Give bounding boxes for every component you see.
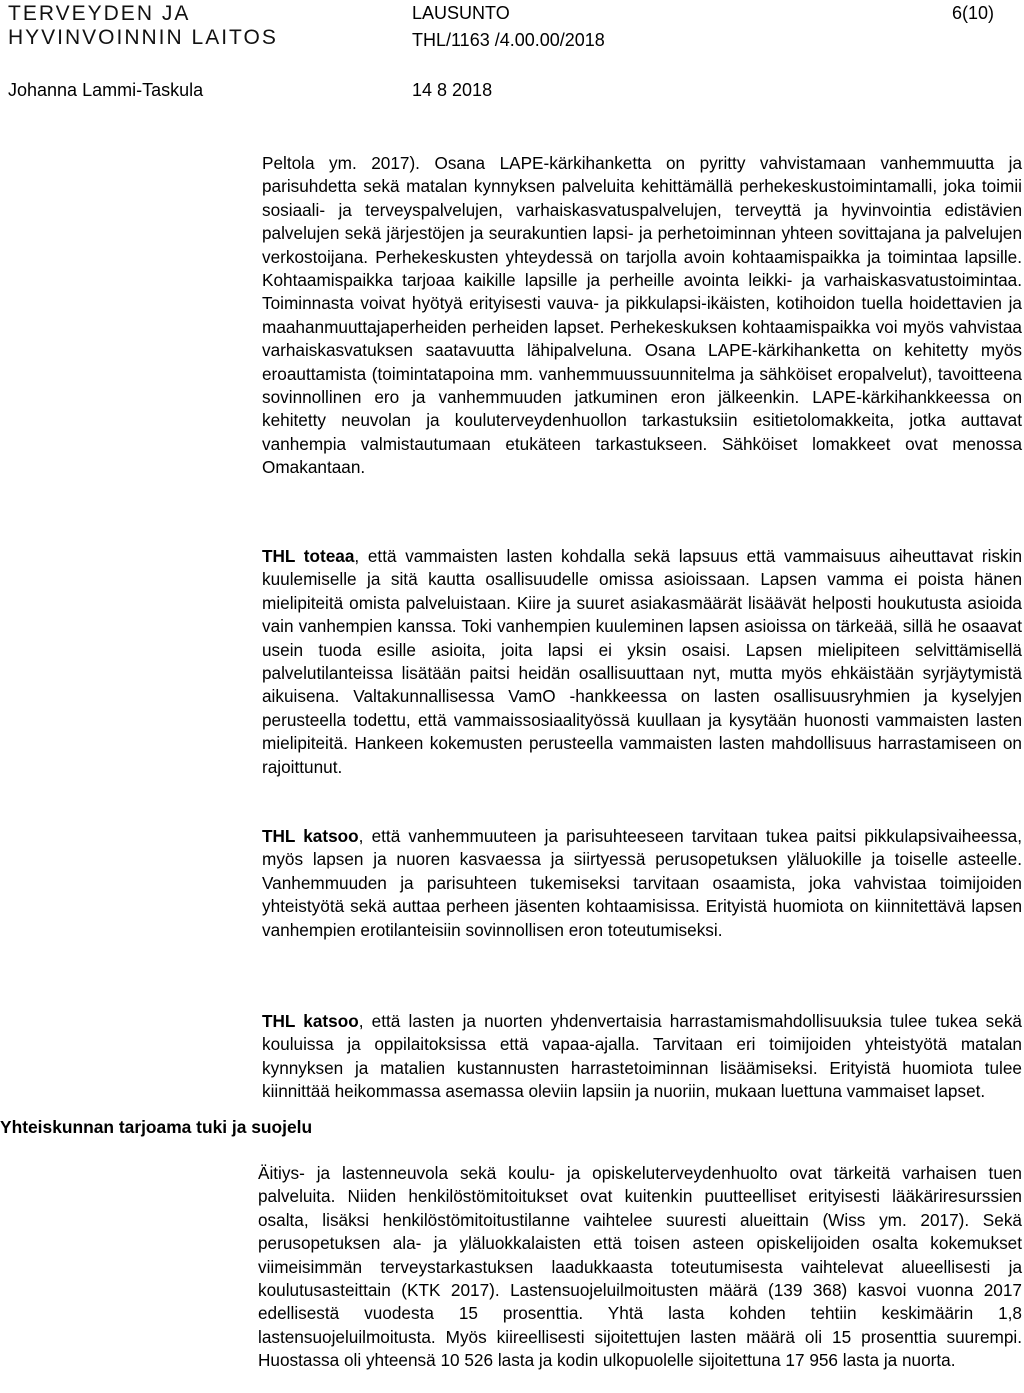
- paragraph-perhekeskus: Peltola ym. 2017). Osana LAPE-kärkihanketta on pyritty vahvistamaan vanhemmuutta ja parisuhdetta sekä matalan kynnyksen palveluita kehittämällä perhekeskustoimintamalli, joka toimii sosiaali- ja terveyspalvelujen, varhaiskasvatuspalvelujen, terveyttä ja hyvinvointia edistävien palvelujen sekä järjestöjen ja seurakuntien lapsi- ja perhetoiminnan yhteen sovittajana ja palvelujen verkostoijana. Perhekeskusten yhteydessä on tarjolla avoin kohtaamispaikka ja toimintaa lapsille. Kohtaamispaikka tarjoaa kaikille lapsille ja perheille avointa leikki- ja varhaiskasvatustoimintaa. Toiminnasta voivat hyötyä erityisesti vauva- ja pikkulapsi-ikäisten, kotihoidon tuella hoidettavien ja maahanmuuttajaperheiden perheiden lapset. Perhekeskuksen kohtaamispaikka voi myös vahvistaa varhaiskasvatuksen saatavuutta lähipalveluna. Osana LAPE-kärkihanketta on kehitetty myös eroauttamista (toimintatapoina mm. vanhemmuussuunnitelma ja sähköiset eropalvelut), tavoitteena sovinnollinen ero ja vanhemmuuden jatkuminen eron jälkeenkin. LAPE-kärkihankkeessa on kehitetty neuvolan ja kouluterveydenhuollon tarkastuksiin esitietolomakkeita, jotka auttavat vanhempia valmistautumaan etukäteen tarkastukseen. Sähköiset lomakkeet ovat menossa Omakantaan.: [262, 153, 1022, 478]
- paragraph-text: , että vammaisten lasten kohdalla sekä lapsuus että vammaisuus aiheuttavat riskin kuulemiselle ja sitä kautta osallisuudelle omissa asioissaan. Lapsen vamma ei poista hänen mielipiteitä omista palveluistaan. Kiire ja suuret asiakasmäärät lisäävät helposti houkutusta asioida vain vanhempien kanssa. Toki vanhempien kuuleminen lapsen asioissa on tärkeää, sillä he osaavat usein tuoda esille asioita, joita lapsi ei yksin osaisi. Lapsen mielipiteen selvittämisellä palvelutilanteissa lisätään paitsi heidän osallisuuttaan nyt, mutta myös ehkäistään syrjäytymistä aikuisena. Valtakunnallisessa VamO -hankkeessa on lasten osallisuusryhmien ja kyselyjen perusteella todettu, että vammaissosiaalityössä kuullaan ja kysytään huonosti vammaisten lasten mielipiteitä. Hankeen kokemusten perusteella vammaisten lasten mahdollisuus harrastamiseen on rajoittunut.: [262, 546, 1023, 777]
- paragraph-lead: THL katsoo: [262, 826, 359, 846]
- paragraph-vanhemmuus: [262, 825, 1022, 942]
- document-type: LAUSUNTO: [412, 3, 510, 23]
- section-heading: Yhteiskunnan tarjoama tuki ja suojelu: [0, 1117, 313, 1137]
- document-id: THL/1163 /4.00.00/2018: [412, 30, 605, 50]
- paragraph-lead: THL toteaa: [262, 546, 355, 566]
- org-name-line-2: HYVINVOINNIN LAITOS: [8, 26, 278, 49]
- paragraph-vammaiset-lapset: [262, 545, 1022, 779]
- paragraph-lead: THL katsoo: [262, 1011, 359, 1031]
- organization-name: [8, 2, 278, 50]
- author-name: Johanna Lammi-Taskula: [8, 80, 204, 100]
- paragraph-text: , että lasten ja nuorten yhdenvertaisia harrastamismahdollisuuksia tulee tukea sekä kouluissa ja oppilaitoksissa että vapaa-ajalla. Tarvitaan eri toimijoiden yhteistyötä matalan kynnyksen ja matalien kustannusten harrastetoiminnan lisäämiseksi. Erityistä huomiota tulee kiinnittää heikommassa asemassa oleviin lapsiin ja nuoriin, mukaan luettuna vammaiset lapset.: [262, 1011, 1022, 1102]
- page-number: 6(10): [952, 3, 995, 23]
- paragraph-tuki-ja-suojelu: Äitiys- ja lastenneuvola sekä koulu- ja opiskeluterveydenhuolto ovat tärkeitä varhaisen tuen palveluita. Niiden henkilöstömitoitukset ovat kuitenkin puutteelliset erityisesti lääkäriresurssien osalta, lisäksi henkilöstömitoitustilanne vaihtelee suuresti alueittain (Wiss ym. 2017). Sekä perusopetuksen ala- ja yläluokkalaisten että toisen asteen opiskelijoiden osalta kokemukset viimeisimmän terveystarkastuksen laadukkaasta toteutumisesta vaihtelevat alueellisesti ja koulutusasteittain (KTK 2017). Lastensuojeluilmoitusten määrä (139 368) kasvoi vuonna 2017 edellisestä vuodesta 15 prosenttia. Yhtä lasta kohden tehtiin keskimäärin 1,8 lastensuojeluilmoitusta. Myös kiireellisesti sijoitettujen lasten määrä oli 15 prosenttia suurempi. Huostassa oli yhteensä 10 526 lasta ja kodin ulkopuolelle sijoitettuna 17 956 lasta ja nuorta.: [258, 1163, 1022, 1371]
- org-name-line-1: TERVEYDEN JA: [8, 2, 191, 25]
- paragraph-text: , että vanhemmuuteen ja parisuhteeseen tarvitaan tukea paitsi pikkulapsivaiheessa, myös lapsen ja nuoren kasvaessa ja siirtyessä perusopetuksen yläluokille ja toiselle asteelle. Vanhemmuuden ja parisuhteen tukemiseksi tarvitaan osaamista, joka vahvistaa toimijoiden yhteistyötä sekä auttaa perheen jäsenten kohtaamisissa. Erityistä huomiota on kiinnitettävä lapsen vanhempien erotilanteisiin sovinnollisen eron toteutumiseksi.: [262, 826, 1022, 940]
- paragraph-harrastukset: [262, 1010, 1022, 1104]
- document-date: 14 8 2018: [412, 80, 493, 100]
